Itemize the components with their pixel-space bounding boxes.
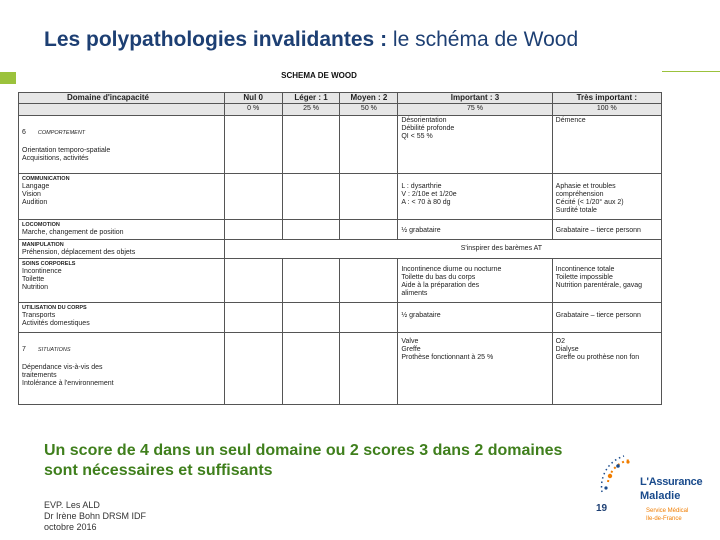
cell-line: Surdité totale: [555, 207, 597, 214]
cell-line: ½ grabataire: [401, 312, 441, 319]
footer-line: octobre 2016: [44, 522, 97, 532]
table-row-situations: [19, 333, 662, 405]
scheme-title: SCHEMA DE WOOD: [281, 71, 357, 80]
domain-cell: [19, 116, 225, 174]
domain-item: traitements: [22, 372, 57, 379]
cell-line: Désorientation: [401, 117, 447, 124]
col-header-domain: Domaine d'incapacité: [19, 93, 225, 104]
cell-line: Démence: [555, 117, 586, 124]
cell-line: Dialyse: [555, 346, 579, 353]
cell-line: Prothèse fonctionnant à 25 %: [401, 354, 494, 361]
domain-item: Préhension, déplacement des objets: [22, 249, 136, 256]
category-label: SITUATIONS: [37, 347, 71, 353]
category-label: LOCOMOTION: [22, 222, 60, 228]
cell-line: Aphasie et troubles: [555, 183, 616, 190]
cell-line: Grabataire – tierce personn: [555, 227, 641, 234]
category-label: COMMUNICATION: [22, 176, 70, 182]
cell-line: aliments: [401, 290, 428, 297]
percent-cell: [19, 104, 225, 116]
table-row-utilisation: [19, 303, 662, 333]
cell-line: QI < 55 %: [401, 133, 433, 140]
important-cell: [398, 259, 552, 303]
col-header-important: Important : 3: [398, 93, 552, 104]
logo-line1: L'Assurance: [640, 476, 703, 488]
category-label: SOINS CORPORELS: [22, 261, 76, 267]
col-header-leger: Léger : 1: [282, 93, 340, 104]
percent-row: [19, 104, 662, 116]
row-number: 6: [22, 129, 26, 136]
tres-important-cell: [552, 303, 661, 333]
tres-important-cell: [552, 220, 661, 240]
domain-cell: [19, 303, 225, 333]
important-cell: [398, 333, 552, 405]
domain-item: Incontinence: [22, 268, 62, 275]
percent-cell: 0 %: [224, 104, 282, 116]
cell-line: ½ grabataire: [401, 227, 441, 234]
domain-item: Activités domestiques: [22, 320, 90, 327]
slide-title-rest: le schéma de Wood: [387, 28, 579, 51]
cell-line: V : 2/10e et 1/20e: [401, 191, 457, 198]
table-row-comportement: [19, 116, 662, 174]
category-label: MANIPULATION: [22, 242, 64, 248]
cell-line: S'inspirer des barèmes AT: [460, 245, 543, 252]
domain-item: Vision: [22, 191, 41, 198]
percent-cell: 25 %: [282, 104, 340, 116]
cell-line: Cécité (< 1/20° aux 2): [555, 199, 624, 206]
domain-cell: [19, 333, 225, 405]
cell-line: Toilette impossible: [555, 274, 613, 281]
table-row-communication: [19, 174, 662, 220]
cell-line: Grabataire – tierce personn: [555, 312, 641, 319]
header-row: [19, 93, 662, 104]
span-cell: [224, 240, 661, 259]
wood-scheme-table: [18, 92, 662, 405]
col-header-moyen: Moyen : 2: [340, 93, 398, 104]
logo-sub2: Ile-de-France: [646, 516, 682, 522]
cell-line: compréhension: [555, 191, 604, 198]
footer-line: EVP. Les ALD: [44, 500, 100, 510]
category-label: COMPORTEMENT: [37, 130, 86, 136]
cell-line: A : < 70 à 80 dg: [401, 199, 451, 206]
cell-line: Greffe: [401, 346, 421, 353]
tres-important-cell: [552, 116, 661, 174]
domain-item: Toilette: [22, 276, 45, 283]
domain-cell: [19, 240, 225, 259]
footer-line: Dr Irène Bohn DRSM IDF: [44, 511, 147, 521]
domain-item: Dépendance vis-à-vis des: [22, 364, 103, 371]
slide-title-bold: Les polypathologies invalidantes :: [44, 28, 388, 51]
footer: [44, 500, 146, 533]
cell-line: Aide à la préparation des: [401, 282, 480, 289]
table-row-manipulation: [19, 240, 662, 259]
table-row-locomotion: [19, 220, 662, 240]
page-number: 19: [596, 503, 608, 514]
percent-cell: 75 %: [398, 104, 552, 116]
cell-line: Débilité profonde: [401, 125, 455, 132]
col-header-tres-important: Très important :: [552, 93, 661, 104]
domain-cell: [19, 174, 225, 220]
wood-scheme-image: [16, 68, 662, 430]
domain-item: Nutrition: [22, 284, 49, 291]
logo-line2: Maladie: [640, 490, 681, 502]
domain-item: Orientation temporo-spatiale: [22, 147, 111, 154]
cell-line: O2: [555, 338, 565, 345]
cell-line: Incontinence diurne ou nocturne: [401, 266, 502, 273]
row-number: 7: [22, 346, 26, 353]
tres-important-cell: [552, 174, 661, 220]
important-cell: [398, 220, 552, 240]
conclusion-text: Un score de 4 dans un seul domaine ou 2 scores 3 dans 2 domaines sont nécessaires et suffisants: [44, 442, 563, 479]
percent-cell: 50 %: [340, 104, 398, 116]
percent-cell: 100 %: [552, 104, 661, 116]
cell-line: Greffe ou prothèse non fon: [555, 354, 640, 361]
domain-item: Acquisitions, activités: [22, 155, 89, 162]
cell-line: Valve: [401, 338, 419, 345]
category-label: UTILISATION DU CORPS: [22, 305, 87, 311]
tres-important-cell: [552, 333, 661, 405]
logo-dots-icon: [602, 456, 630, 492]
tres-important-cell: [552, 259, 661, 303]
domain-item: Audition: [22, 199, 48, 206]
cell-line: Nutrition parentérale, gavag: [555, 282, 643, 289]
cell-line: L : dysarthrie: [401, 183, 442, 190]
important-cell: [398, 174, 552, 220]
important-cell: [398, 116, 552, 174]
domain-cell: [19, 259, 225, 303]
domain-cell: [19, 220, 225, 240]
accent-tick: [0, 72, 16, 84]
logo-sub1: Service Médical: [646, 508, 689, 514]
cell-line: Incontinence totale: [555, 266, 615, 273]
table-row-soins: [19, 259, 662, 303]
domain-item: Langage: [22, 183, 50, 190]
cell-line: Toilette du bas du corps: [401, 274, 476, 281]
col-header-nul: Nul 0: [224, 93, 282, 104]
domain-item: Marche, changement de position: [22, 229, 124, 236]
domain-item: Intolérance à l'environnement: [22, 380, 114, 387]
slide-title: [44, 28, 578, 52]
important-cell: [398, 303, 552, 333]
domain-item: Transports: [22, 312, 56, 319]
